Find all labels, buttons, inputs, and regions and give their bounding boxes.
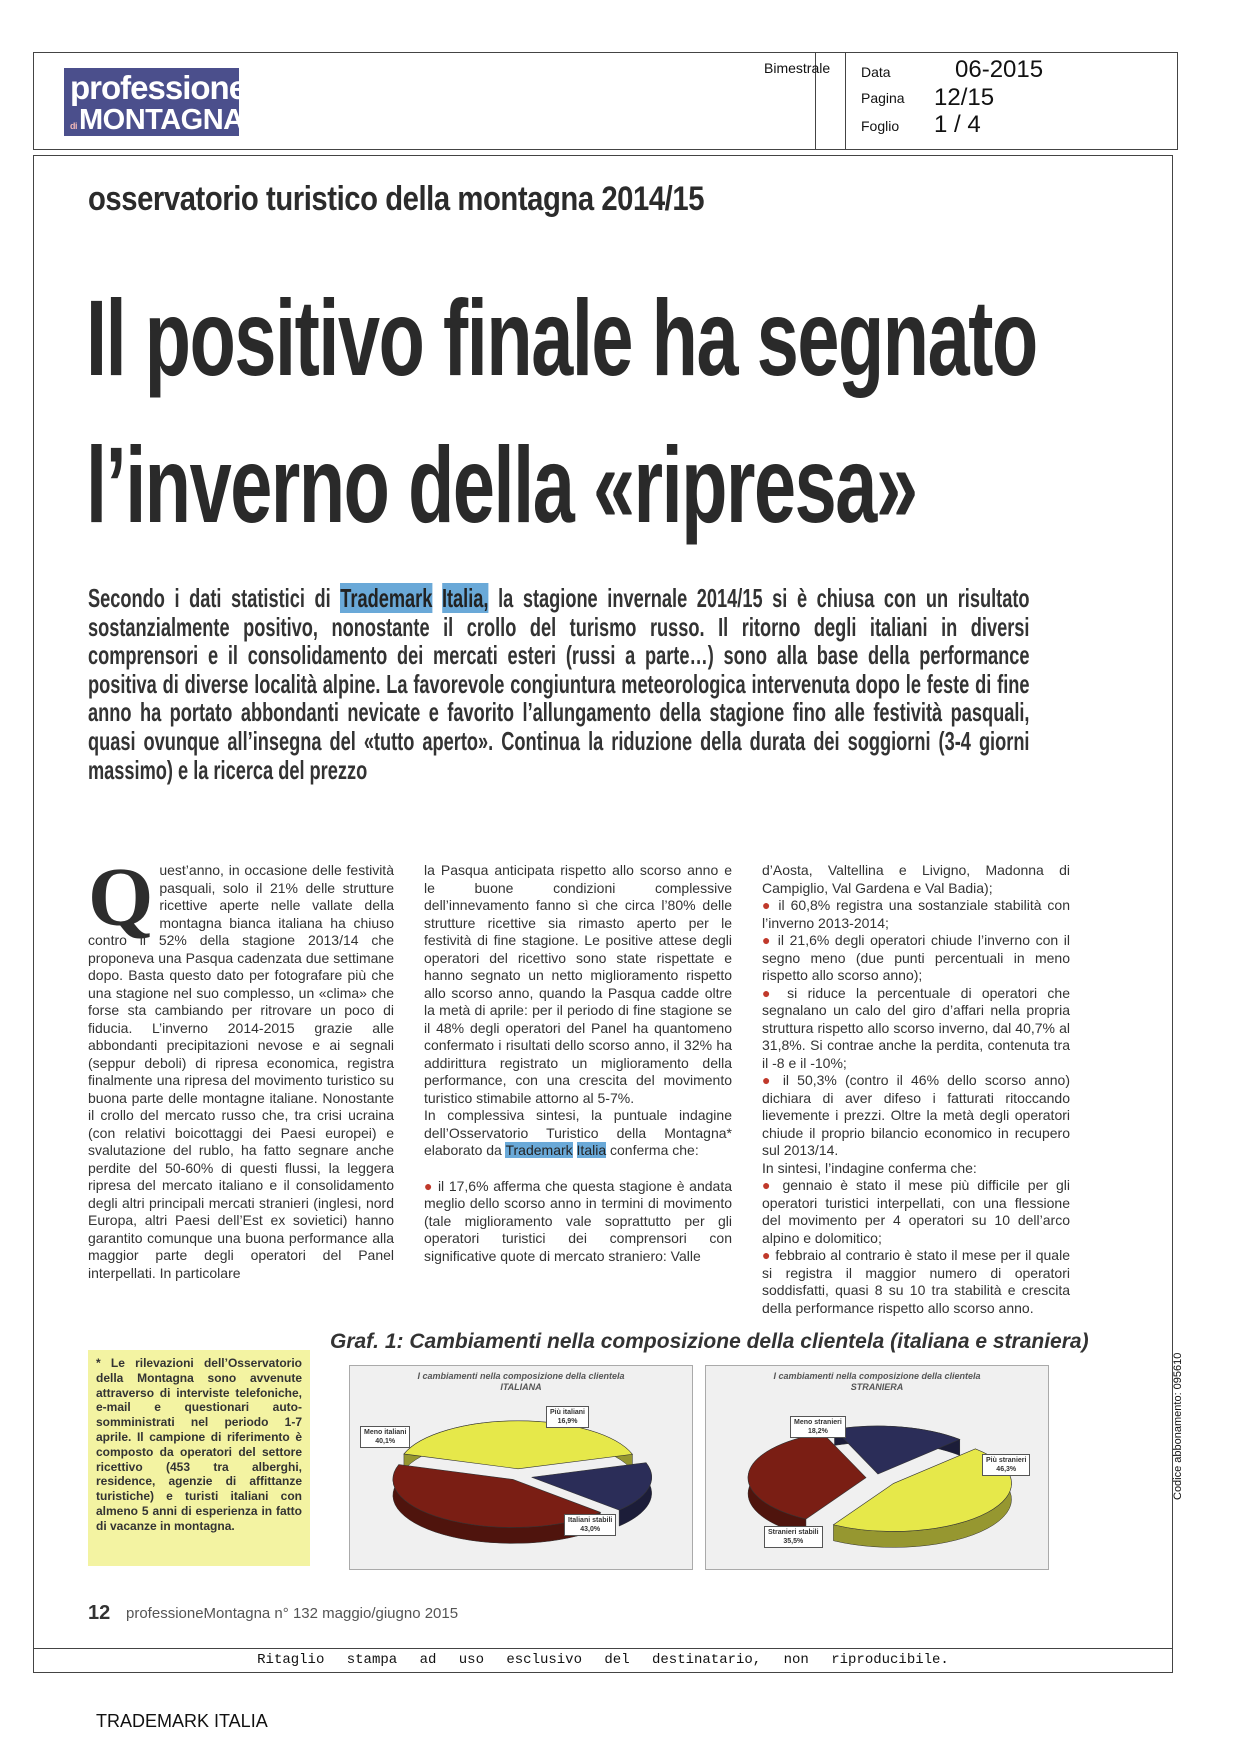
panel-title: I cambiamenti nella composizione della clientela xyxy=(773,1371,981,1381)
chart-panel-italian xyxy=(349,1365,693,1570)
header-divider xyxy=(845,52,846,150)
bullet-item: ● gennaio è stato il mese più difficile per gli operatori turistici interpellati, con una flessione del movimento per 4 operatori su 10 dell’arco alpino e dolomitico; xyxy=(762,1177,1070,1246)
article-kicker: osservatorio turistico della montagna 2014/15 xyxy=(88,180,705,218)
publication-logo xyxy=(64,68,247,136)
clip-notice: Ritaglio stampa ad uso esclusivo del destinatario, non riproducibile. xyxy=(257,1652,949,1668)
logo-prefix: di xyxy=(70,121,77,131)
page-label: Pagina xyxy=(861,90,905,106)
logo-line2: MONTAGNA xyxy=(79,104,244,136)
sheet-value: 1 / 4 xyxy=(934,111,981,138)
column-paragraph: In sintesi, l’indagine conferma che: xyxy=(762,1159,977,1176)
column-paragraph xyxy=(424,1107,732,1160)
subscription-code: Codice abbonamento: 095610 xyxy=(1172,1352,1184,1500)
bullet-item: ● il 60,8% registra una sostanziale stabilità con l’inverno 2013-2014; xyxy=(762,897,1070,931)
column-text: conferma che: xyxy=(606,1142,699,1158)
sheet-label: Foglio xyxy=(861,118,900,134)
slice-label: Più stranieri 46,3% xyxy=(982,1454,1030,1476)
clip-divider xyxy=(33,1648,1173,1649)
article-column-3 xyxy=(762,862,1070,1317)
date-label: Data xyxy=(861,64,891,80)
chart-panel-foreign xyxy=(705,1365,1049,1570)
slice-label: Stranieri stabili 35,5% xyxy=(764,1526,823,1548)
bullet-icon: ● xyxy=(762,1072,783,1088)
column-text: In complessiva sintesi, la puntuale indagine dell’Osservatorio Turistico della Montagna* elaborato da xyxy=(424,1107,732,1158)
bullet-item: ● si riduce la percentuale di operatori che segnalano un calo del giro d’affari nella propria struttura rispetto allo scorso inverno, dal 40,7% al 31,8%. Si contrae anche la perdita, contenuta tra il -8 e il -10%; xyxy=(762,984,1070,1071)
panel-subtitle: STRANIERA xyxy=(850,1382,904,1392)
highlight-italia: Italia, xyxy=(441,583,489,613)
bullet-item: ● il 21,6% degli operatori chiude l’inverno con il segno meno (due punti percentuali in meno rispetto allo scorso anno); xyxy=(762,932,1070,983)
slice-label: Meno stranieri 18,2% xyxy=(790,1416,846,1438)
page-value: 12/15 xyxy=(934,84,995,111)
headline-line1: Il positivo finale ha segnato xyxy=(86,277,1037,398)
logo-line1: professione xyxy=(70,69,247,106)
slice-label: Meno italiani 40,1% xyxy=(360,1426,410,1448)
column-text: uest’anno, in occasione delle festività pasquali, solo il 21% delle strutture ricettive aperte nelle vallate della montagna bianca italiana ha chiuso contro il 52% della stagione 2013/14 che proponeva una Pasqua cadenzata due settimane dopo. Basta questo dato per fotografare più che una stagione nel suo complesso, un «clima» che forse sta cambiando per ritrovare un poco di fiducia. L’inverno 2014-2015 grazie alle abbondanti precipitazioni nevose e ai segnali (seppur deboli) di ripresa economica, registra finalmente una ripresa del movimento turistico su buona parte delle montagne italiane. Nonostante il crollo del mercato russo che, tra crisi ucraina (con relativi boicottaggi dei Paesi europei) e svalutazione del rublo, ha fatto segnare anche perdite del 50-60% di questi flussi, la leggera ripresa del mercato italiano e il consolidamento degli altri principali mercati stranieri (inglesi, nord Europa, altri Paesi dell’Est ex sovietici) hanno garantito comunque una buona performance alla maggior parte degli operatori del Panel interpellati. In particolare xyxy=(88,862,394,1281)
panel-subtitle: ITALIANA xyxy=(500,1382,542,1392)
publication-footer: professioneMontagna n° 132 maggio/giugno 2015 xyxy=(126,1605,459,1622)
bullet-icon: ● xyxy=(424,1177,438,1194)
bullet-icon: ● xyxy=(762,1177,783,1193)
bullet-icon: ● xyxy=(762,897,779,913)
panel-title: I cambiamenti nella composizione della clientela xyxy=(417,1371,625,1381)
periodicity: Bimestrale xyxy=(764,60,831,76)
bullet-item: ● il 50,3% (contro il 46% dello scorso anno) dichiara di aver difeso i fatturati ritoccando lievemente i prezzi. Oltre la metà degli operatori chiude il proprio bilancio economico in recupero sul 2013/14. xyxy=(762,1072,1070,1158)
highlight-trademark: Trademark xyxy=(505,1142,573,1158)
article-standfirst xyxy=(88,584,1030,784)
slice-label: Più italiani 16,9% xyxy=(546,1406,589,1428)
bullet-icon: ● xyxy=(762,984,788,1001)
bullet-icon: ● xyxy=(762,932,778,948)
highlight-italia: Italia xyxy=(576,1142,607,1158)
standfirst-text: Secondo i dati statistici di xyxy=(88,583,341,613)
column-paragraph: d’Aosta, Valtellina e Livigno, Madonna di Campiglio, Val Gardena e Val Badia); xyxy=(762,862,1070,896)
drop-cap: Q xyxy=(88,851,154,944)
page-number: 12 xyxy=(88,1602,111,1624)
bullet-icon: ● xyxy=(762,1247,776,1263)
slice-label: Italiani stabili 43,0% xyxy=(564,1514,616,1536)
client-name: TRADEMARK ITALIA xyxy=(96,1711,268,1731)
chart-title: Graf. 1: Cambiamenti nella composizione della clientela (italiana e straniera) xyxy=(330,1330,1089,1353)
bullet-item: ● il 17,6% afferma che questa stagione è andata meglio dello scorso anno in termini di movimento (tale miglioramento vale soprattutto per gli operatori turistici dei comprensori con significative quote di mercato straniero: Valle xyxy=(424,1177,732,1264)
column-paragraph: la Pasqua anticipata rispetto allo scorso anno e le buone condizioni complessive dell’innevamento fanno sì che circa l’80% delle strutture ricettive sia rimasto aperto per le festività di fine stagione. Le positive attese degli operatori del ricettivo sono state rispettate e hanno segnato un netto miglioramento rispetto allo scorso anno, quando la Pasqua cadde oltre la metà di aprile: per il periodo di fine stagione se il 48% degli operatori del Panel ha quantomeno confermato i risultati dello scorso anno, il 32% ha addirittura registrato un miglioramento della performance, con una crescita del movimento turistico stimabile attorno al 5-7%. xyxy=(424,862,732,1106)
standfirst-text: la stagione invernale 2014/15 si è chiusa con un risultato sostanzialmente positivo, nonostante il crollo del turismo russo. Il ritorno degli italiani in diversi comprensori e il consolidamento dei mercati esteri (russi a parte…) sono alla base della performance positiva di diverse località alpine. La favorevole congiuntura meteorologica intervenuta dopo le feste di fine anno ha portato abbondanti nevicate e favorito l’allungamento della stagione fino alle festività pasquali, quasi ovunque all’insegna del «tutto aperto». Continua la riduzione della durata dei soggiorni (3-4 giorni massimo) e la ricerca del prezzo xyxy=(88,583,1030,785)
methodology-note: * Le rilevazioni dell’Osservatorio della Montagna sono avvenute attraverso di interviste telefoniche, e-mail e questionari auto-somministrati nel periodo 1-7 aprile. Il campione di riferimento è composto da operatori del settore ricettivo (453 tra alberghi, residence, agenzie di affittanze turistiche) e turisti italiani con almeno 5 anni di esperienza in fatto di vacanze in montagna. xyxy=(88,1350,310,1566)
bullet-item: ● febbraio al contrario è stato il mese per il quale si registra il maggior numero di operatori soddisfatti, quasi 8 su 10 tra stabilità e crescita della performance rispetto allo scorso anno. xyxy=(762,1247,1070,1316)
pie-slice xyxy=(404,1421,632,1469)
article-column-1 xyxy=(88,851,394,1282)
date-value: 06-2015 xyxy=(955,56,1044,83)
headline-line2: l’inverno della «ripresa» xyxy=(86,424,917,545)
article-column-2 xyxy=(424,862,732,1265)
pie-chart-italian xyxy=(350,1366,694,1571)
highlight-trademark: Trademark xyxy=(340,583,433,613)
